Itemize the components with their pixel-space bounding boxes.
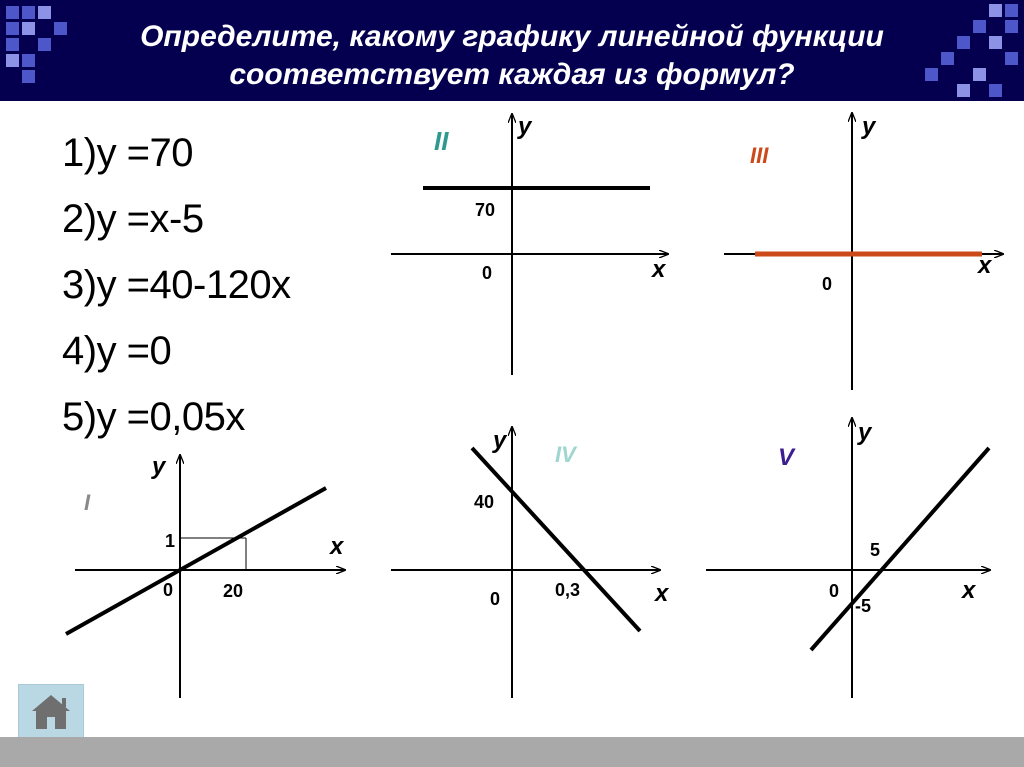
origin-label: 0 [482,263,493,283]
x-axis-label: х [655,580,669,607]
origin-label: 0 [490,589,501,609]
tick-label-y-positive: 5 [870,540,881,560]
title-line-2: соответствует каждая из формул? [229,58,795,91]
tick-label-x: 0,3 [555,580,581,600]
y-axis-label: у [152,453,166,480]
graph-line [811,448,989,650]
graph-v [706,418,990,698]
tick-label-y: 70 [475,200,496,220]
tick-label-x: 20 [223,581,244,601]
tick-label-y: 1 [165,531,176,551]
graph-iii [724,113,1003,390]
graph-iv [391,427,670,698]
title-line-1: Определите, какому графику линейной функции [140,20,884,53]
origin-label: 0 [829,581,840,601]
bottom-bar [0,737,1024,767]
origin-label: 0 [822,274,833,294]
tick-label-y: 40 [474,492,495,512]
formula-1: 1)у =70 [62,131,194,175]
home-button[interactable] [18,684,84,738]
tick-label-y-negative: -5 [855,596,872,616]
y-axis-label: у [858,419,872,446]
home-icon [19,685,83,737]
graph-label-roman: I [84,490,91,515]
graph-label-roman: IV [555,442,576,467]
graph-i [66,453,345,698]
x-axis-label: х [962,577,976,604]
formula-3: 3)у =40-120х [62,263,291,307]
graph-label-roman: V [778,444,795,471]
graph-label-roman: II [434,126,449,156]
formula-5: 5)у =0,05х [62,395,245,439]
graph-line [66,488,326,634]
x-axis-label: х [978,252,992,279]
y-axis-label: у [862,113,876,140]
formula-2: 2)у =х-5 [62,197,204,241]
y-axis-label: у [493,427,507,454]
formula-4: 4)у =0 [62,329,172,373]
x-axis-label: х [330,533,344,560]
graph-label-roman: III [750,143,769,168]
origin-label: 0 [163,580,174,600]
y-axis-label: у [518,113,532,140]
graph-ii [391,113,668,375]
x-axis-label: х [652,256,666,283]
